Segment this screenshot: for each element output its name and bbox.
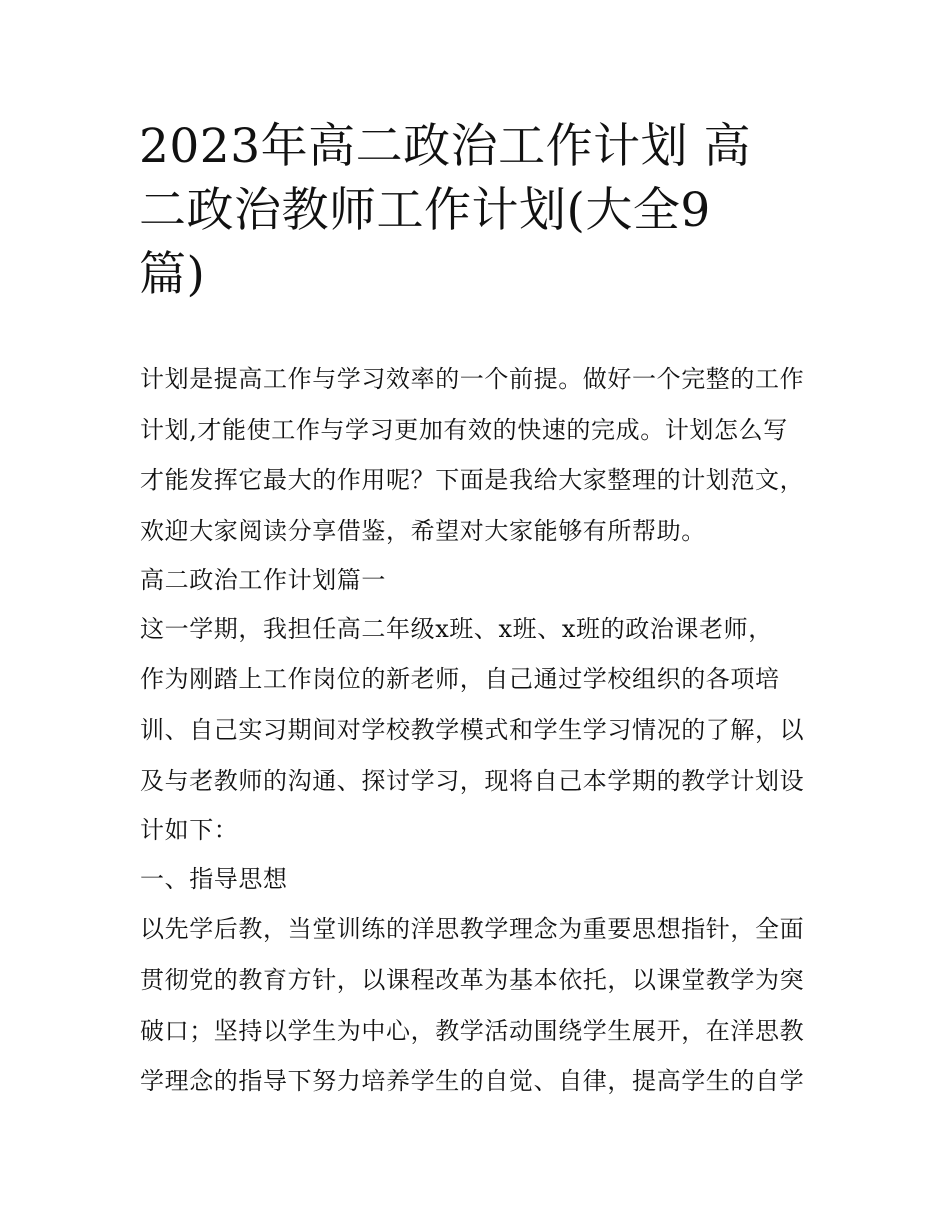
title-line: 2023年高二政治工作计划 高 <box>139 119 752 174</box>
subsection-heading: 一、指导思想 <box>140 864 288 893</box>
paragraph-line: 破口；坚持以学生为中心，教学活动围绕学生展开，在洋思教 <box>140 1016 805 1045</box>
paragraph-line: 贯彻党的教育方针，以课程改革为基本依托，以课堂教学为突 <box>140 965 805 994</box>
paragraph-line: 作为刚踏上工作岗位的新老师，自己通过学校组织的各项培 <box>140 665 780 694</box>
paragraph-line: 及与老教师的沟通、探讨学习，现将自己本学期的教学计划设 <box>140 766 805 795</box>
intro-paragraph-line: 计划是提高工作与学习效率的一个前提。做好一个完整的工作 <box>140 365 805 393</box>
paragraph-line: 学理念的指导下努力培养学生的自觉、自律，提高学生的自学 <box>140 1067 805 1096</box>
section-heading: 高二政治工作计划篇一 <box>140 565 386 594</box>
intro-paragraph-line: 计划,才能使工作与学习更加有效的快速的完成。计划怎么写 <box>140 415 788 444</box>
intro-paragraph-line: 才能发挥它最大的作用呢？下面是我给大家整理的计划范文， <box>140 466 805 495</box>
paragraph-line: 计如下： <box>140 815 239 844</box>
document-title <box>139 115 789 307</box>
title-line: 篇) <box>139 247 206 302</box>
paragraph-line: 以先学后教，当堂训练的洋思教学理念为重要思想指针，全面 <box>140 915 805 944</box>
intro-paragraph-line: 欢迎大家阅读分享借鉴，希望对大家能够有所帮助。 <box>140 517 706 546</box>
paragraph-line: 训、自己实习期间对学校教学模式和学生学习情况的了解，以 <box>140 716 805 745</box>
document-body <box>140 354 820 1107</box>
title-line: 二政治教师工作计划(大全9 <box>139 183 711 238</box>
paragraph-line: 这一学期，我担任高二年级x班、x班、x班的政治课老师， <box>140 614 773 643</box>
